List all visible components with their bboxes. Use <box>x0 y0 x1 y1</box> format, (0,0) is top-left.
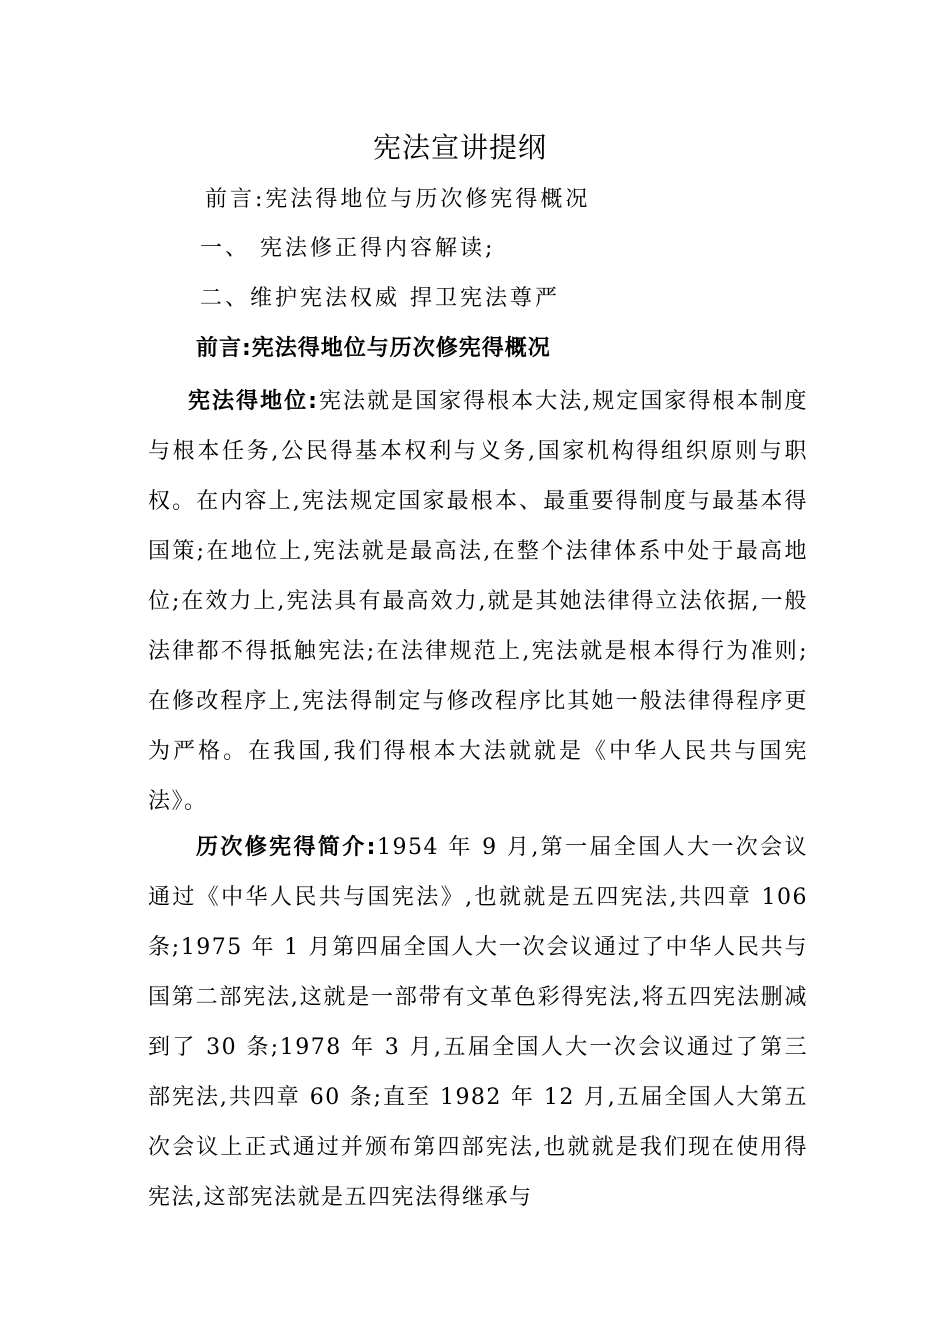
paragraph-constitution-status <box>148 377 808 827</box>
section-heading-preface: 前言:宪法得地位与历次修宪得概况 <box>196 336 551 361</box>
document-title: 宪法宣讲提纲 <box>372 131 547 164</box>
paragraph-lead-history: 历次修宪得简介: <box>196 835 377 860</box>
paragraph-body-history: 1954 年 9 月,第一届全国人大一次会议通过《中华人民共与国宪法》,也就就是五四宪法,共四章 106 条;1975 年 1 月第四届全国人大一次会议通过了中华人民共与国第二部宪法,这就是一部带有文革色彩得宪法,将五四宪法删减到了 30 条;1978 年 3 月,五届全国人大一次会议通过了第三部宪法,共四章 60 条;直至 1982 年 12 月,五届全国人大第五次会议上正式通过并颁布第四部宪法,也就就是我们现在使用得宪法,这部宪法就是五四宪法得继承与 <box>148 835 808 1210</box>
toc-item-two: 二、维护宪法权威 捍卫宪法尊严 <box>200 286 560 311</box>
toc-item-preface: 前言:宪法得地位与历次修宪得概况 <box>205 187 591 212</box>
paragraph-amendment-history <box>148 823 808 1223</box>
toc-item-one: 一、 宪法修正得内容解读; <box>200 236 496 261</box>
paragraph-lead-status: 宪法得地位: <box>188 389 319 414</box>
paragraph-body-status: 宪法就是国家得根本大法,规定国家得根本制度与根本任务,公民得基本权利与义务,国家机构得组织原则与职权。在内容上,宪法规定国家最根本、最重要得制度与最基本得国策;在地位上,宪法就是最高法,在整个法律体系中处于最高地位;在效力上,宪法具有最高效力,就是其她法律得立法依据,一般法律都不得抵触宪法;在法律规范上,宪法就是根本得行为准则;在修改程序上,宪法得制定与修改程序比其她一般法律得程序更为严格。在我国,我们得根本大法就就是《中华人民共与国宪法》。 <box>148 389 808 814</box>
